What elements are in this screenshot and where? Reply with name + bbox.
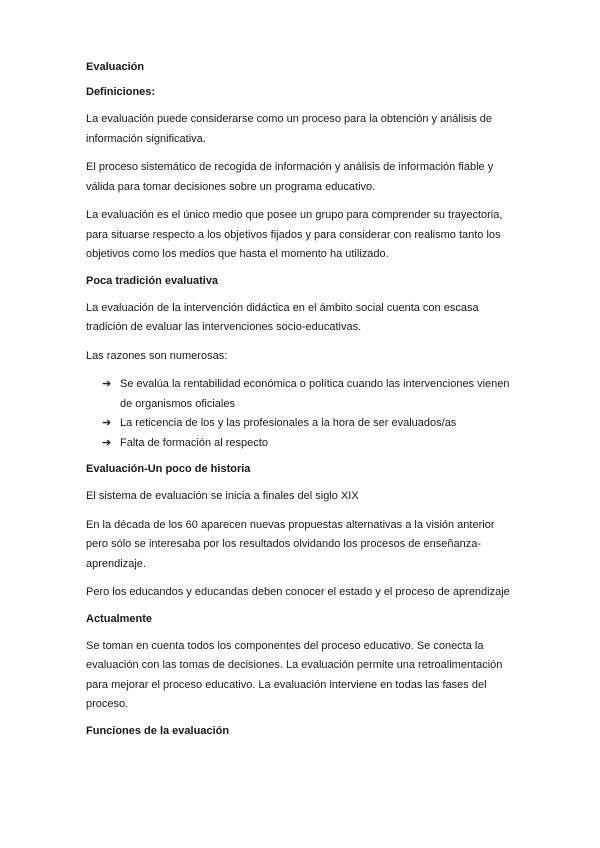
paragraph: La evaluación de la intervención didáctica en el ámbito social cuenta con escasa tradición de evaluar las intervenciones socio-educativas. <box>86 301 479 333</box>
section-heading-historia: Evaluación-Un poco de historia <box>86 463 251 475</box>
section-heading-actualmente: Actualmente <box>86 612 153 625</box>
document-page <box>86 60 516 749</box>
paragraph: Pero los educandos y educandas deben conocer el estado y el proceso de aprendizaje <box>86 586 510 598</box>
paragraph: Las razones son numerosas: <box>86 349 228 362</box>
document-title: Evaluación <box>86 61 145 73</box>
list-item <box>86 375 516 414</box>
list-item <box>86 434 516 454</box>
list-item-text: La reticencia de los y las profesionales a la hora de ser evaluados/as <box>120 417 457 429</box>
paragraph: La evaluación puede considerarse como un proceso para la obtención y análisis de información significativa. <box>86 113 493 145</box>
list-item <box>86 414 516 434</box>
section-heading-poca-tradicion: Poca tradición evaluativa <box>86 274 219 287</box>
reasons-list <box>86 375 516 453</box>
section-heading-definiciones: Definiciones: <box>86 86 156 98</box>
paragraph: La evaluación es el único medio que posee un grupo para comprender su trayectoria, para situarse respecto a los objetivos fijados y para considerar con realismo tanto los objetivos como los medios que hasta el momento ha utilizado. <box>86 209 503 260</box>
paragraph: En la década de los 60 aparecen nuevas propuestas alternativas a la visión anterior pero sólo se interesaba por los resultados olvidando los procesos de enseñanza-aprendizaje. <box>86 518 495 570</box>
list-item-text: Se evalúa la rentabilidad económica o política cuando las intervenciones vienen de organismos oficiales <box>120 378 510 410</box>
arrow-right-icon: ➔ <box>102 436 112 449</box>
arrow-right-icon: ➔ <box>102 417 112 429</box>
section-heading-funciones: Funciones de la evaluación <box>86 724 230 737</box>
paragraph: El sistema de evaluación se inicia a finales del siglo XIX <box>86 490 359 502</box>
arrow-right-icon: ➔ <box>102 378 112 390</box>
list-item-text: Falta de formación al respecto <box>120 436 268 449</box>
paragraph: Se toman en cuenta todos los componentes del proceso educativo. Se conecta la evaluación con las tomas de decisiones. La evaluación permite una retroalimentación para mejorar el proceso educativo. La evaluación interviene en todas las fases del proceso. <box>86 639 503 710</box>
paragraph: El proceso sistemático de recogida de información y análisis de información fiable y válida para tomar decisiones sobre un programa educativo. <box>86 161 494 193</box>
